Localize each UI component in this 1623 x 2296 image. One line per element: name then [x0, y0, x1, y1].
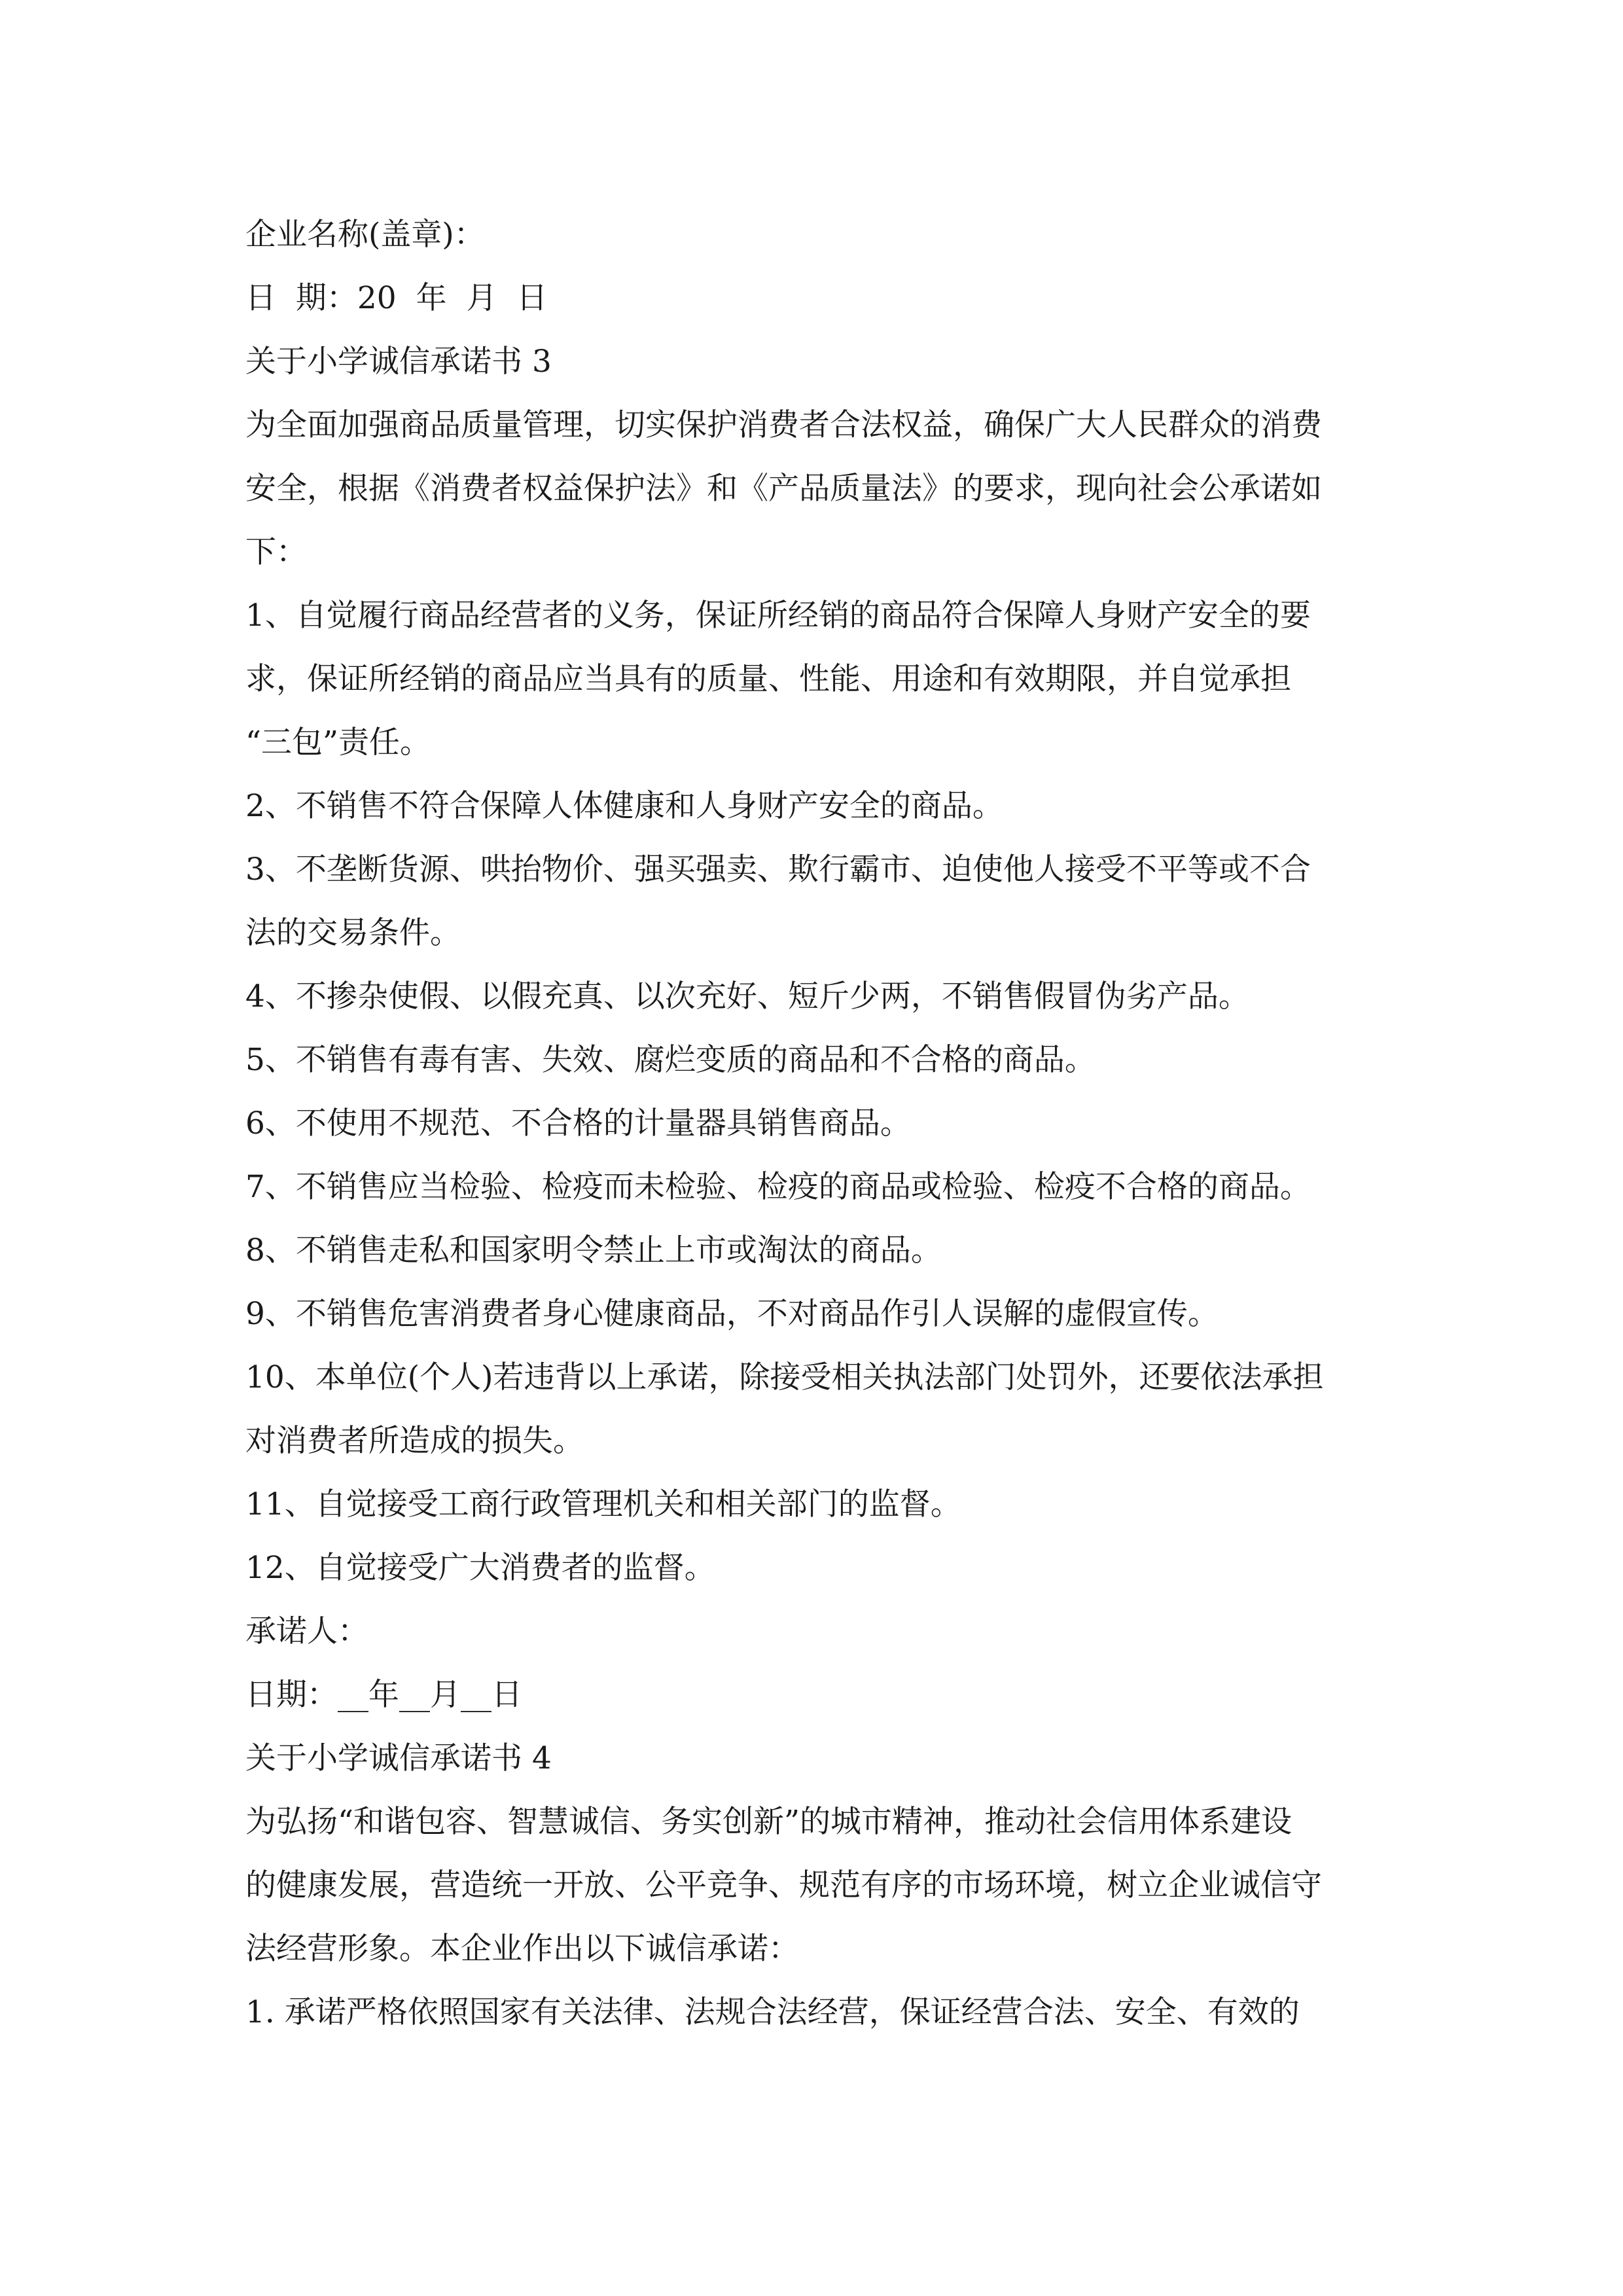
list-item-6: 6、不使用不规范、不合格的计量器具销售商品。: [245, 1105, 911, 1141]
list-item-8: 8、不销售走私和国家明令禁止上市或淘汰的商品。: [245, 1232, 942, 1268]
document-body: [245, 203, 1384, 2044]
list-item-3: 3、不垄断货源、哄抬物价、强买强卖、欺行霸市、迫使他人接受不平等或不合: [245, 852, 1311, 888]
paragraph-line: 下：: [245, 534, 307, 570]
list-item-1-cont: “三包”责任。: [245, 725, 431, 761]
promisor-line: 承诺人：: [245, 1613, 368, 1649]
paragraph-line: 为弘扬“和谐包容、智慧诚信、务实创新”的城市精神，推动社会信用体系建设: [245, 1804, 1293, 1840]
list-item-4: 4、不掺杂使假、以假充真、以次充好、短斤少两，不销售假冒伪劣产品。: [245, 978, 1249, 1014]
signature-date-line: 日期：__年__月__日: [245, 1677, 522, 1713]
list-item-1-cont: 求，保证所经销的商品应当具有的质量、性能、用途和有效期限，并自觉承担: [245, 661, 1291, 697]
list-item-7: 7、不销售应当检验、检疫而未检验、检疫的商品或检验、检疫不合格的商品。: [245, 1169, 1311, 1205]
company-name-seal-line: 企业名称(盖章)：: [245, 217, 485, 253]
paragraph-line: 安全，根据《消费者权益保护法》和《产品质量法》的要求，现向社会公承诺如: [245, 471, 1322, 507]
list-item-9: 9、不销售危害消费者身心健康商品，不对商品作引人误解的虚假宣传。: [245, 1296, 1219, 1332]
list-item-5: 5、不销售有毒有害、失效、腐烂变质的商品和不合格的商品。: [245, 1042, 1096, 1078]
list-item-10-cont: 对消费者所造成的损失。: [245, 1423, 584, 1459]
list-item-10: 10、本单位(个人)若违背以上承诺，除接受相关执法部门处罚外，还要依法承担: [245, 1359, 1324, 1395]
list-item-11: 11、自觉接受工商行政管理机关和相关部门的监督。: [245, 1486, 961, 1522]
list-item-12: 12、自觉接受广大消费者的监督。: [245, 1550, 715, 1586]
paragraph-line: 为全面加强商品质量管理，切实保护消费者合法权益，确保广大人民群众的消费: [245, 407, 1322, 443]
list-item-1-section-4: 1. 承诺严格依照国家有关法律、法规合法经营，保证经营合法、安全、有效的: [245, 1994, 1300, 2030]
list-item-2: 2、不销售不符合保障人体健康和人身财产安全的商品。: [245, 788, 1003, 824]
paragraph-line: 法经营形象。本企业作出以下诚信承诺：: [245, 1931, 799, 1967]
paragraph-line: 的健康发展，营造统一开放、公平竞争、规范有序的市场环境，树立企业诚信守: [245, 1867, 1322, 1903]
date-line: 日 期：20 年 月 日: [245, 280, 548, 316]
section-title-4: 关于小学诚信承诺书 4: [245, 1740, 552, 1776]
list-item-3-cont: 法的交易条件。: [245, 915, 461, 951]
section-title-3: 关于小学诚信承诺书 3: [245, 344, 552, 380]
list-item-1: 1、自觉履行商品经营者的义务，保证所经销的商品符合保障人身财产安全的要: [245, 598, 1311, 634]
